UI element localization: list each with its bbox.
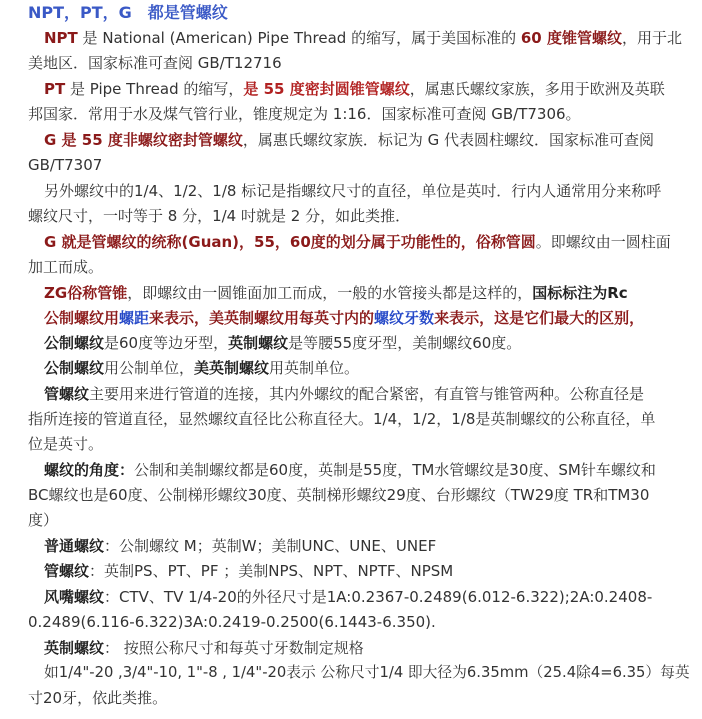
pt-text: 是 Pipe Thread 的缩写，	[65, 80, 244, 98]
npt-label: NPT	[44, 29, 78, 47]
units-metric: 公制螺纹	[44, 359, 105, 377]
npt-highlight: 60 度锥管螺纹	[520, 29, 622, 47]
pipe-text: 主要用来进行管道的连接，其内外螺纹的配合紧密，有直管与锥管两种。公称直径是	[89, 385, 645, 403]
profile-text-d: 是等腰55度牙型，美制螺纹60度。	[288, 334, 522, 352]
units-paragraph	[44, 356, 359, 380]
units-text-b: 用公制单位，	[104, 359, 195, 377]
common-thread-line	[44, 534, 436, 558]
profile-metric: 公制螺纹	[44, 334, 105, 352]
pt-label: PT	[44, 80, 66, 98]
diff-pitch: 螺距	[119, 309, 150, 327]
example-line-cont: 寸20牙，依此类推。	[28, 689, 168, 707]
profile-text-b: 是60度等边牙型，	[104, 334, 229, 352]
g-general-text: 。即螺纹由一圆柱面	[535, 233, 671, 251]
example-line: 如1/4"-20 ,3/4"-10, 1"-8 , 1/4"-20表示 公称尺寸1/4 即大径为6.35mm（25.4除4=6.35）每英	[44, 664, 690, 681]
npt-text: 是 National (American) Pipe Thread 的缩写，属于美国标准的	[77, 29, 521, 47]
angle-paragraph-cont: BC螺纹也是60度、公制梯形螺纹30度、英制梯形螺纹29度、台形螺纹（TW29度 TR和TM30	[28, 486, 650, 504]
angle-paragraph-cont-2: 度）	[28, 511, 59, 529]
npt-paragraph-cont: 美地区．国家标准可查阅 GB/T12716	[28, 54, 282, 72]
diff-text-a: 公制螺纹用	[44, 309, 120, 327]
pipe-paragraph-cont: 指所连接的管道直径，显然螺纹直径比公称直径大。1/4，1/2，1/8是英制螺纹的公称直径，单	[28, 410, 656, 428]
g-general-cont: 加工而成。	[28, 258, 104, 276]
profile-imperial: 英制螺纹	[228, 334, 289, 352]
size-note: 另外螺纹中的1/4、1/2、1/8 标记是指螺纹尺寸的直径，单位是英吋．行内人通常用分来称呼	[44, 182, 662, 200]
pt-paragraph	[44, 77, 665, 101]
size-note-cont: 螺纹尺寸，一吋等于 8 分，1/4 吋就是 2 分，如此类推．	[28, 207, 411, 225]
pipe-paragraph-cont-2: 位是英寸。	[28, 435, 104, 453]
g-paragraph-cont: GB/T7307	[28, 156, 103, 174]
common-label: 普通螺纹	[44, 537, 105, 555]
common-text: ：公制螺纹 M；英制W；美制UNC、UNE、UNEF	[104, 537, 437, 555]
units-text-d: 用英制单位。	[269, 359, 360, 377]
pt-text-2: ，属惠氏螺纹家族，多用于欧洲及英联	[409, 80, 665, 98]
pipe-list-line	[44, 559, 453, 583]
zg-text: ，即螺纹由一圆锥面加工而成，一般的水管接头都是这样的，	[127, 284, 533, 302]
air-text: ：CTV、TV 1/4-20的外径尺寸是1A:0.2367-0.2489(6.012-6.322);2A:0.2408-	[104, 588, 653, 606]
zg-label: ZG俗称管锥	[44, 284, 128, 302]
air-line-cont: 0.2489(6.116-6.322)3A:0.2419-0.2500(6.1443-6.350).	[28, 613, 436, 631]
air-label: 风嘴螺纹	[44, 588, 105, 606]
pipe-paragraph	[44, 382, 644, 406]
pt-paragraph-cont: 邦国家．常用于水及煤气管行业，锥度规定为 1:16．国家标准可查阅 GB/T7306。	[28, 105, 581, 123]
g-paragraph	[44, 128, 654, 152]
zg-paragraph	[44, 281, 628, 305]
g-highlight: G 是 55 度非螺纹密封管螺纹	[44, 131, 243, 149]
diff-tpi: 螺纹牙数	[374, 309, 435, 327]
angle-text: 公制和美制螺纹都是60度，英制是55度，TM水管螺纹是30度、SM针车螺纹和	[134, 461, 656, 479]
air-line	[44, 585, 652, 609]
g-general-highlight: G 就是管螺纹的统称(Guan)，55，60度的划分属于功能性的，俗称管圆	[44, 233, 536, 251]
diff-text-e: 来表示，这是它们最大的区别，	[434, 309, 645, 327]
pipe-list-text: ：英制PS、PT、PF ；美制NPS、NPT、NPTF、NPSM	[89, 562, 454, 580]
angle-label: 螺纹的角度：	[44, 461, 135, 479]
diff-text-c: 来表示，美英制螺纹用每英寸内的	[149, 309, 375, 327]
zg-highlight: 国标标注为Rc	[532, 284, 628, 302]
pipe-label: 管螺纹	[44, 385, 90, 403]
imperial-text: ： 按照公称尺寸和每英寸牙数制定规格	[104, 639, 364, 657]
npt-text-2: ，用于北	[621, 29, 682, 47]
units-imperial: 美英制螺纹	[194, 359, 270, 377]
difference-paragraph	[44, 306, 644, 330]
pt-highlight: 是 55 度密封圆锥管螺纹	[243, 80, 410, 98]
page-title: NPT，PT，G 都是管螺纹	[28, 3, 228, 22]
angle-paragraph	[44, 458, 656, 482]
imperial-label: 英制螺纹	[44, 639, 105, 657]
npt-paragraph	[44, 26, 682, 50]
imperial-line	[44, 636, 364, 660]
pipe-list-label: 管螺纹	[44, 562, 90, 580]
profile-paragraph	[44, 331, 521, 355]
g-text: ，属惠氏螺纹家族．标记为 G 代表圆柱螺纹．国家标准可查阅	[242, 131, 655, 149]
g-general-paragraph	[44, 230, 671, 254]
